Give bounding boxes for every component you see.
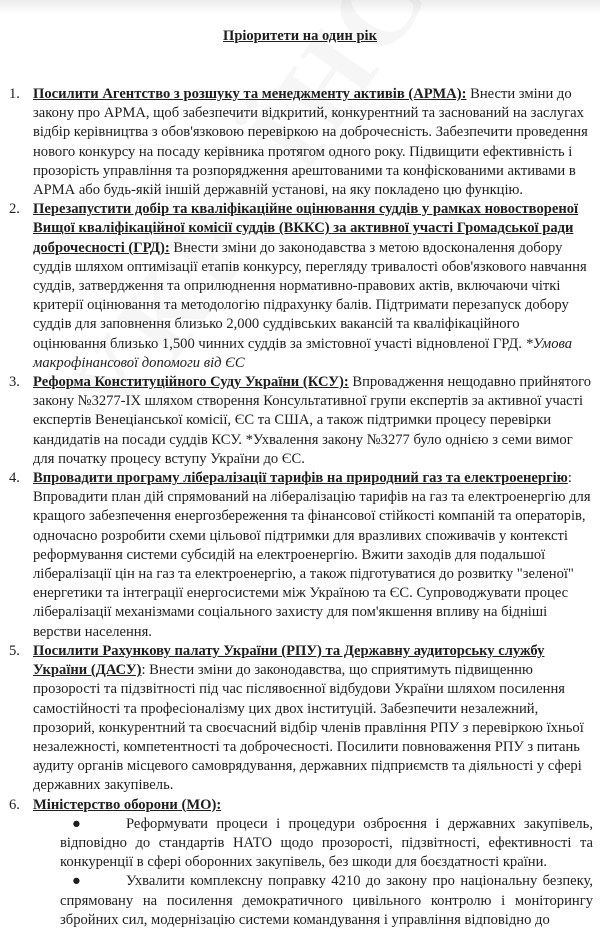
page-title: Пріоритети на один рік xyxy=(223,28,377,44)
list-item-defense xyxy=(0,796,593,930)
item-number: 5. xyxy=(9,642,20,659)
list-item-arma xyxy=(0,85,593,200)
item-number: 6. xyxy=(9,796,20,813)
item-heading: Посилити Рахункову палату України (РПУ) та Державну аудиторську службу України (ДАСУ) xyxy=(33,642,545,679)
item-number: 4. xyxy=(9,470,20,487)
bullet-item xyxy=(60,872,593,930)
item-body: Впровадження нещодавно прийнятого закону №3277-IX шляхом створення Консультативної групи експертів за активної участі експертів Венеціанської комісії, ЄС та США, а також підтримки процесу перевірки кандидатів на посади суддів КСУ. *Ухвалення закону №3277 було однією з семи вимог для початку процесу вступу України до ЄС. xyxy=(33,374,592,467)
list-item-rpu xyxy=(0,642,593,796)
item-number: 1. xyxy=(9,86,20,102)
bullet-list xyxy=(33,815,593,930)
item-heading: Впровадити програму лібералізації тарифів на природний газ та електроенергію xyxy=(33,470,568,487)
list-item-tariffs xyxy=(0,469,593,642)
item-note: *Умова макрофінансової допомоги від ЄС xyxy=(33,335,573,371)
list-item-vkks xyxy=(0,200,593,373)
item-heading: Посилити Агентство з розшуку та менеджменту активів (АРМА): xyxy=(33,86,467,102)
page-top-shadow xyxy=(0,0,600,14)
item-heading: Міністерство оборони (МО): xyxy=(33,796,222,813)
item-body: Внести зміни до законодавства з метою вдосконалення добору суддів шляхом оптимізації етапів конкурсу, перегляду тривалості обов'язкового навчання суддів, затвердження та оприлюднення нормативно-правових актів, включаючи чіткі критерії оцінювання та методологію підрахунку балів. Підтримати перезапуск добору суддів для заповнення близько 2,000 суддівських вакансій та кваліфікаційного оцінювання близько 1,500 чинних суддів за змістовної участі відновленої ГРД. xyxy=(33,239,587,352)
item-number: 2. xyxy=(9,201,20,218)
bullet-text: Ухвалити комплексну поправку 4210 до закону про національну безпеку, спрямовану на посилення демократичного цивільного контролю і моніторингу збройних сил, модернізацію системи командування і управління відповідно до xyxy=(60,873,593,928)
item-number: 3. xyxy=(9,374,20,391)
item-body: : Впровадити план дій спрямований на лібералізацію тарифів на газ та електроенергію для кращого забезпечення енергозбереження та фінансової стійкості компаній та операторів, одночасно розробити схеми цільової підтримки для вразливих споживачів у контексті реформування системи субсидій на електроенергію. Вжити заходів для подальшої лібералізації цін на газ та електроенергію, а також підготуватися до розвитку "зеленої" енергетики та інтеграції енергосистеми між Україною та ЄС. Супроводжувати процес лібералізації механізмами соціального захисту для пом'якшення впливу на бідніші верстви населення. xyxy=(33,470,591,640)
item-heading: Реформа Конституційного Суду України (КСУ): xyxy=(33,374,349,391)
item-heading: Перезапустити добір та кваліфікаційне оцінювання суддів у рамках новоствореної Вищої кваліфікаційної комісії суддів (ВККС) за активної участі Громадської ради доброчесності (ГРД): xyxy=(33,201,579,256)
bullet-text: Реформувати процеси і процедури озброєння і державних закупівель, відповідно до стандартів НАТО щодо прозорості, підзвітності, ефективності та конкуренції в сфері оборонних закупівель, без шкоди для боєздатності країни. xyxy=(60,815,593,871)
list-item-ksu xyxy=(0,373,593,469)
bullet-item xyxy=(60,815,593,873)
bullet-icon: ● xyxy=(72,815,81,832)
priorities-list xyxy=(0,85,600,930)
item-body: : Внести зміни до законодавства, що сприятимуть підвищенню прозорості та підзвітності під час післявоєнної відбудови України шляхом посилення самостійності та професіоналізму цих двох інституцій. Забезпечити незалежний, прозорий, конкурентний та своєчасний відбір членів правління РПУ з перевіркою їхньої незалежності, компетентності та доброчесності. Посилити повноваження РПУ з питань аудиту органів місцевого самоврядування, державних підприємств та діяльності у сфері державних закупівель. xyxy=(33,662,584,794)
item-body: Внести зміни до закону про АРМА, щоб забезпечити відкритий, конкурентний та заснований на заслугах відбір керівництва з обов'язковою перевіркою на доброчесність. Забезпечити проведення нового конкурсу на посаду керівника протягом одного року. Підвищити ефективність і прозорість управління та розпорядження арештованими та конфіскованими активами в АРМА або будь-якій іншій державній установі, на яку покладено цю функцію. xyxy=(33,86,588,199)
bullet-icon: ● xyxy=(72,873,81,890)
